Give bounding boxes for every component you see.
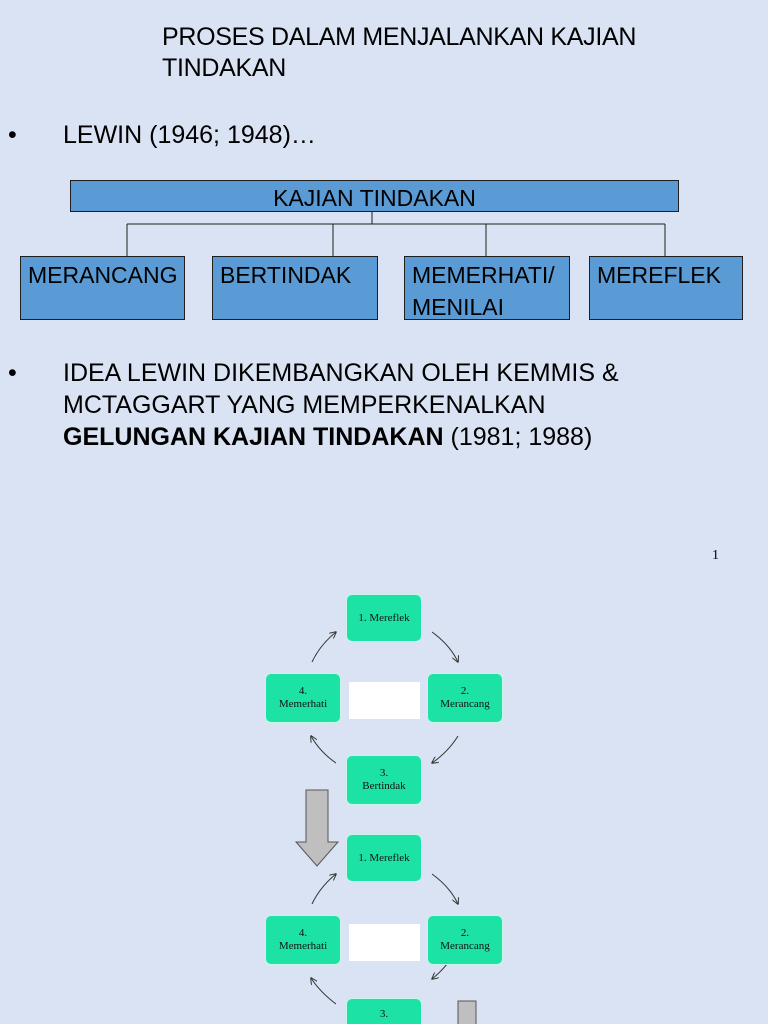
- cycle2-arrow-reflect-to-plan: [432, 874, 458, 904]
- cycle2-reflect-label: 1. Mereflek: [358, 851, 410, 864]
- cycle1-act-number: 3.: [379, 767, 389, 779]
- cycle2-plan-number: 2.: [460, 927, 470, 939]
- cycle2-arrow-act-to-observe: [311, 978, 336, 1004]
- slide-title: PROSES DALAM MENJALANKAN KAJIAN TINDAKAN: [162, 23, 637, 82]
- cycle2-observe-label: Memerhati: [278, 940, 328, 952]
- cycle1-arrow-plan-to-act: [432, 736, 458, 763]
- cycle1-reflect-label: 1. Mereflek: [358, 611, 410, 624]
- org-root-box: KAJIAN TINDAKAN: [70, 180, 679, 212]
- org-box-merancang: MERANCANG: [20, 256, 185, 320]
- down-arrow-icon: [296, 790, 338, 866]
- cycle1-plan-node: [427, 673, 503, 723]
- bullet-kemmis-years: (1981; 1988): [443, 423, 593, 451]
- bullet-kemmis-line1: IDEA LEWIN DIKEMBANGKAN OLEH KEMMIS &: [63, 359, 619, 387]
- org-box-memerhati: MEMERHATI/ MENILAI: [404, 256, 570, 320]
- bullet-marker: •: [8, 359, 17, 387]
- cycle1-observe-number: 4.: [298, 685, 308, 697]
- cycle2-reflect-node: [346, 834, 422, 882]
- cycle2-center-blank: [349, 924, 420, 961]
- cycle2-act-number: 3.: [379, 1008, 389, 1020]
- bullet-marker: •: [8, 121, 17, 149]
- cycle1-arrow-observe-to-reflect: [312, 632, 336, 662]
- cycle1-observe-label: Memerhati: [278, 698, 328, 710]
- cycle2-arrow-observe-to-reflect: [312, 874, 336, 904]
- bullet-kemmis-bold: GELUNGAN KAJIAN TINDAKAN: [63, 423, 444, 451]
- cycle1-observe-node: [265, 673, 341, 723]
- cycle1-act-node: [346, 755, 422, 805]
- cycle1-center-blank: [349, 682, 420, 719]
- cycle1-plan-label: Merancang: [440, 698, 490, 710]
- org-box-bertindak: BERTINDAK: [212, 256, 378, 320]
- cycle2-act-node: [346, 998, 422, 1024]
- cycle1-plan-number: 2.: [460, 685, 470, 697]
- bullet-lewin-text: LEWIN (1946; 1948)…: [63, 121, 316, 149]
- cycle1-reflect-node: [346, 594, 422, 642]
- cycle2-observe-number: 4.: [298, 927, 308, 939]
- cycle1-arrow-reflect-to-plan: [432, 632, 458, 662]
- cycle2-plan-node: [427, 915, 503, 965]
- page-number: 1: [712, 548, 719, 563]
- bullet-kemmis-line2: MCTAGGART YANG MEMPERKENALKAN: [63, 391, 546, 419]
- cycle2-observe-node: [265, 915, 341, 965]
- org-box-mereflek: MEREFLEK: [589, 256, 743, 320]
- cycle1-act-label: Bertindak: [362, 780, 406, 792]
- cycle2-plan-label: Merancang: [440, 940, 490, 952]
- down-arrow-icon-2: [458, 1001, 476, 1024]
- cycle1-arrow-act-to-observe: [311, 736, 336, 763]
